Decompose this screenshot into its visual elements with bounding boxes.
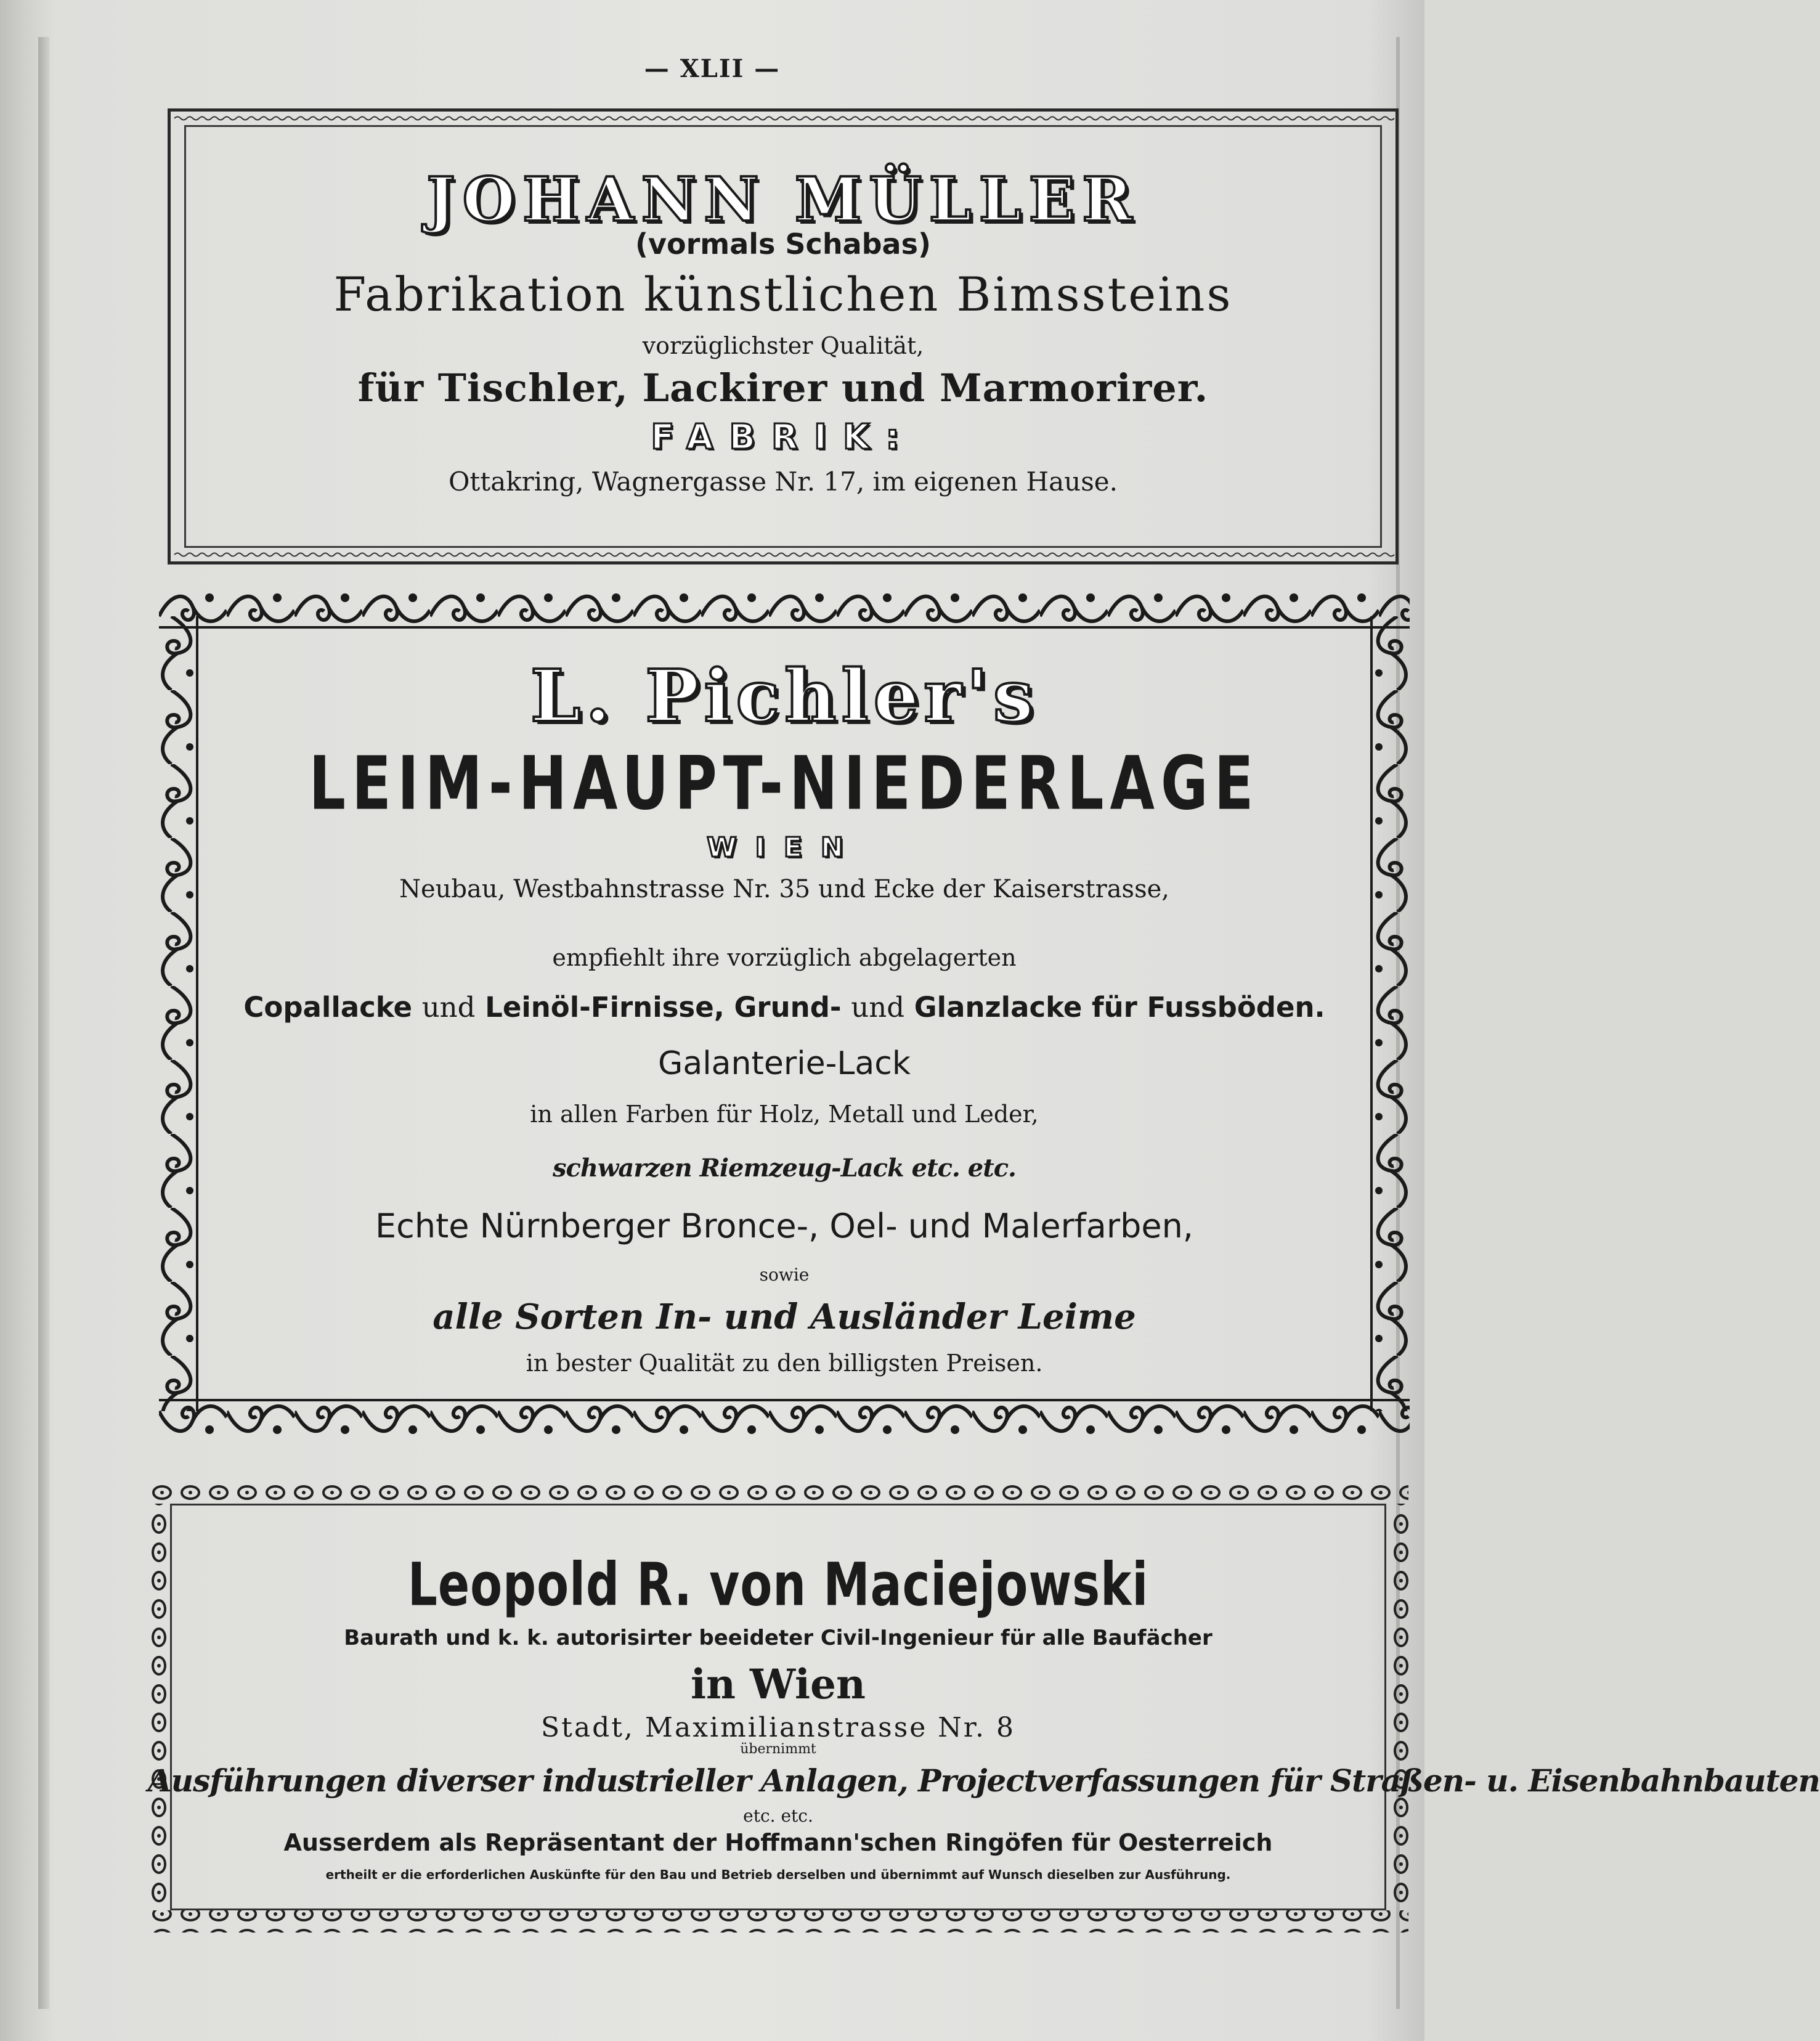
product-glanzlacke: Glanzlacke für Fussböden. [914, 991, 1325, 1024]
ad-info: ertheilt er die erforderlichen Auskünfte für den Bau und Betrieb derselben und übernimmt auf Wunsch dieselben zur Ausführung. [325, 1867, 1231, 1882]
conjunction: und [851, 991, 905, 1024]
ad-address: Stadt, Maximilianstrasse Nr. 8 [541, 1712, 1015, 1743]
product-copallacke: Copallacke [243, 991, 413, 1024]
ad-recommends: empfiehlt ihre vorzüglich abgelagerten [552, 944, 1017, 971]
ad-city: in Wien [690, 1660, 866, 1708]
ad-title: Leopold R. von Maciejowski [407, 1549, 1149, 1619]
ad-product-colors: in allen Farben für Holz, Metall und Leder, [530, 1101, 1039, 1128]
ad-closing: in bester Qualität zu den billigsten Preisen. [526, 1350, 1043, 1377]
ad-product-bronce: Echte Nürnberger Bronce-, Oel- und Malerfarben, [375, 1207, 1193, 1245]
ad-headline: LEIM-HAUPT-NIEDERLAGE [309, 739, 1260, 827]
ad-trades: für Tischler, Lackirer und Marmorirer. [357, 365, 1209, 410]
ad-product-galanterie: Galanterie-Lack [658, 1045, 911, 1082]
ad-products-line [159, 991, 1410, 1024]
ad-title: L. Pichler's [530, 654, 1039, 738]
ad-subtitle: (vormals Schabas) [635, 227, 931, 261]
ornament-border-bottom [159, 1393, 1410, 1448]
ad-johann-mueller [168, 108, 1399, 564]
ad-pichler [159, 579, 1410, 1448]
ad-product-riemzeug: schwarzen Riemzeug-Lack etc. etc. [553, 1154, 1016, 1183]
ad-address: Neubau, Westbahnstrasse Nr. 35 und Ecke der Kaiserstrasse, [399, 875, 1169, 903]
ad-representative: Ausserdem als Repräsentant der Hoffmann'schen Ringöfen für Oesterreich [283, 1829, 1273, 1856]
ad-title: JOHANN MÜLLER [426, 165, 1140, 235]
ad-business: Fabrikation künstlichen Bimssteins [333, 267, 1233, 322]
ornament-border-top [159, 579, 1410, 635]
ad-maciejowski [148, 1481, 1820, 1933]
ad-etc: etc. etc. [743, 1806, 813, 1826]
ad-as-well: sowie [759, 1265, 810, 1285]
border-wave-top [174, 115, 1394, 121]
page-number: — XLII — [644, 54, 781, 83]
ad-city: WIEN [707, 832, 862, 863]
page-binding [38, 37, 49, 2009]
ad-services: Ausführungen diverser industrieller Anlagen, Projectverfassungen für Straßen- u. Eisenbahnbauten [148, 1762, 1820, 1799]
ad-product-leime: alle Sorten In- und Ausländer Leime [433, 1297, 1136, 1337]
ad-quality: vorzüglichster Qualität, [642, 332, 924, 359]
ad-address: Ottakring, Wagnergasse Nr. 17, im eigenen Hause. [449, 466, 1118, 497]
ad-profession: Baurath und k. k. autorisirter beeideter Civil-Ingenieur für alle Baufächer [344, 1626, 1213, 1650]
ad-factory-label: FABRIK: [651, 417, 916, 457]
border-wave-bottom [174, 552, 1394, 558]
conjunction: und [421, 991, 476, 1024]
product-leinoel: Leinöl-Firnisse, Grund- [485, 991, 842, 1024]
ad-undertakes: übernimmt [740, 1742, 816, 1757]
